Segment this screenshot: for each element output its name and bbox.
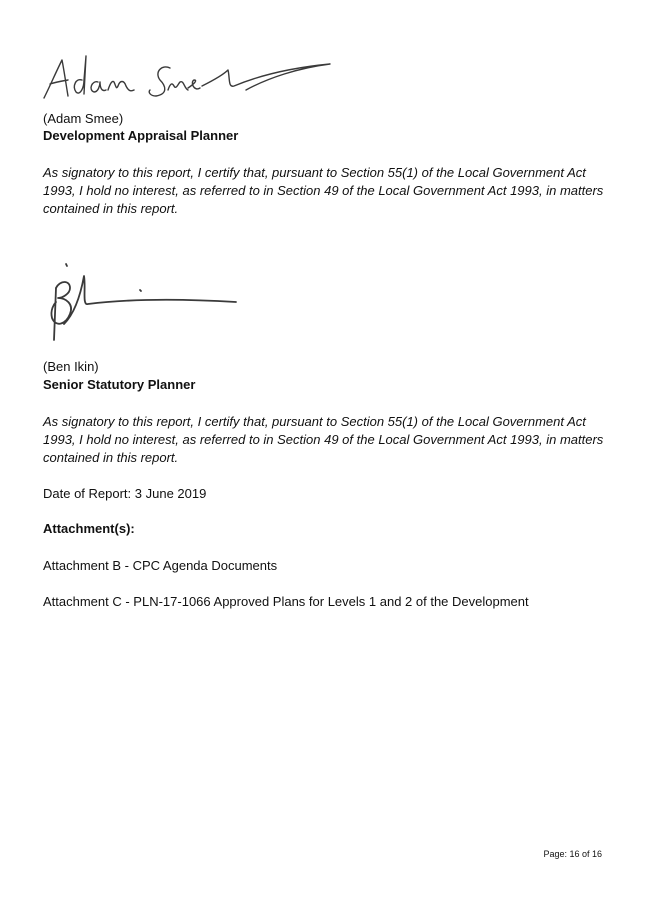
attachment-item: Attachment C - PLN-17-1066 Approved Plans for Levels 1 and 2 of the Development [43,594,529,609]
certification-statement: As signatory to this report, I certify that, pursuant to Section 55(1) of the Local Government Act 1993, I hold no interest, as referred to in Section 49 of the Local Government Act 1993, in matters contained in this report. [43,165,604,216]
attachments-heading: Attachment(s): [43,521,135,536]
adam-smee-signature-icon [38,50,338,110]
signatory-name-adam: (Adam Smee) [43,111,124,126]
page-number: Page: 16 of 16 [543,849,602,859]
signatory-title-adam: Development Appraisal Planner [43,128,239,143]
ben-ikin-signature-icon [40,258,245,353]
date-of-report: Date of Report: 3 June 2019 [43,486,207,501]
signatory-name-ben: (Ben Ikin) [43,359,99,374]
certification-statement: As signatory to this report, I certify that, pursuant to Section 55(1) of the Local Government Act 1993, I hold no interest, as referred to in Section 49 of the Local Government Act 1993, in matters contained in this report. [43,414,604,465]
signatory-title-ben: Senior Statutory Planner [43,377,196,392]
attachment-item: Attachment B - CPC Agenda Documents [43,558,278,573]
